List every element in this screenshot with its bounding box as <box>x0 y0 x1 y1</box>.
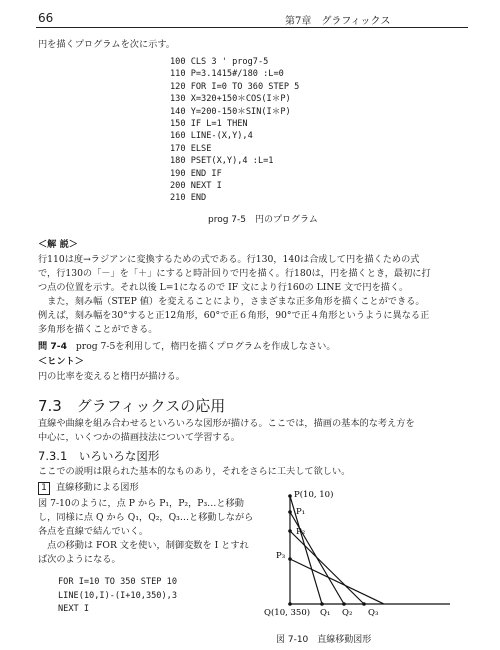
paragraph-line: ば次のようになる。 <box>38 554 121 565</box>
paragraph-line: 図 7-10のように，点 P から P₁，P₂，P₃…と移動 <box>38 498 244 509</box>
subsection-number: 7.3.1 <box>38 449 68 463</box>
label-p: P(10, 10) <box>294 490 334 500</box>
point-q2 <box>342 602 346 606</box>
label-q: Q(10, 350) <box>264 608 311 618</box>
line-p3-q4 <box>290 559 384 604</box>
chapter-header: 第7章 グラフィックス <box>285 16 391 27</box>
subsection-heading <box>38 448 159 464</box>
label-q3: Q₃ <box>368 608 379 618</box>
code-line: 110 P=3.1415#/180 :L=0 <box>170 69 284 80</box>
hint-heading: ＜ヒント＞ <box>38 356 84 367</box>
line-p2-q3 <box>290 531 364 604</box>
question <box>38 340 336 354</box>
code-line: 140 Y=200-150＊SIN(I＊P) <box>170 106 291 117</box>
label-q1: Q₁ <box>320 608 331 618</box>
label-p3: P₃ <box>276 551 286 561</box>
item-title: 直線移動による図形 <box>56 482 139 493</box>
point-q <box>288 602 292 606</box>
code-line: 160 LINE-(X,Y),4 <box>170 131 253 142</box>
paragraph-line: 中心に，いくつかの描画技法について学習する。 <box>38 432 240 443</box>
paragraph-line: また，刻み幅（STEP 値）を変えることにより，さまざまな正多角形を描くことができる。 <box>38 296 425 307</box>
question-text: prog 7-5を利用して，楕円を描くプログラムを作成しなさい。 <box>75 341 336 352</box>
paragraph-line: で，行130の「－」を「＋」にすると時計回りで円を描く。行180は，円を描くとき，最初に打 <box>38 268 431 279</box>
intro-text: 円を描くプログラムを次に示す。 <box>38 39 175 50</box>
paragraph-line: 行110は度→ラジアンに変換するための式である。行130，140は合成して円を描くための式 <box>38 254 420 265</box>
point-p1 <box>288 510 292 514</box>
paragraph-line: し，同様に点 Q から Q₁，Q₂，Q₃…と移動しながら <box>38 512 254 523</box>
code-line: NEXT I <box>58 604 90 614</box>
section-intro <box>38 417 415 445</box>
header-rule <box>36 27 468 28</box>
code-line: 100 CLS 3 ' prog7-5 <box>170 57 269 67</box>
hint-text: 円の比率を変えると楕円が描ける。 <box>38 371 185 382</box>
line-p-q1 <box>290 496 322 604</box>
explanation-body <box>38 253 431 337</box>
explanation-heading: ＜解 説＞ <box>38 239 78 250</box>
line-movement-figure <box>260 486 470 636</box>
code-line: 200 NEXT I <box>170 181 222 192</box>
page-number: 66 <box>38 11 54 25</box>
point-p2 <box>288 529 292 533</box>
code-line: 170 ELSE <box>170 143 212 154</box>
subsection-title: いろいろな図形 <box>78 449 160 463</box>
label-p1: P₁ <box>296 507 306 517</box>
label-p2: P₂ <box>296 527 306 537</box>
section-heading <box>38 395 225 416</box>
section-number: 7.3 <box>38 397 62 415</box>
item-number-box: 1 <box>38 482 50 495</box>
section-title: グラフィックスの応用 <box>76 397 226 415</box>
question-label: 問 7-4 <box>38 341 67 352</box>
code-line: FOR I=10 TO 350 STEP 10 <box>58 577 177 587</box>
item-heading <box>38 481 139 495</box>
label-q2: Q₂ <box>342 608 353 618</box>
point-q3 <box>362 602 366 606</box>
point-p <box>288 494 292 498</box>
point-p3 <box>288 557 292 561</box>
paragraph-line: つ点の位置を示す。それ以後 L=1になるので IF 文により行160の LINE 文で円を描く。 <box>38 282 409 293</box>
code-line: 190 END IF <box>170 168 222 179</box>
code-line: LINE(10,I)-(I+10,350),3 <box>58 590 177 601</box>
paragraph-line: 直線や曲線を組み合わせるといろいろな図形が描ける。ここでは，描画の基本的な考え方を <box>38 418 415 429</box>
figure-caption: 図 7-10 直線移動図形 <box>276 635 372 645</box>
paragraph-line: 多角形を描くことができる。 <box>38 324 158 335</box>
code-line: 210 END <box>170 193 207 204</box>
item-body <box>38 497 253 567</box>
program-listing-1 <box>170 56 299 205</box>
code-line: 180 PSET(X,Y),4 :L=1 <box>170 156 274 167</box>
code-line: 130 X=320+150＊COS(I＊P) <box>170 94 291 105</box>
program-caption-1: prog 7-5 円のプログラム <box>208 215 318 225</box>
paragraph-line: 各点を直線で結んでいく。 <box>38 526 149 537</box>
paragraph-line: 例えば，刻み幅を30°すると正12角形，60°で正６角形，90°で正４角形というように異なる正 <box>38 310 430 321</box>
paragraph-line: 点の移動は FOR 文を使い，制御変数を I とすれ <box>38 540 249 551</box>
program-listing-2 <box>58 576 177 617</box>
point-q1 <box>320 602 324 606</box>
subsection-intro: ここでの説明は限られた基本的なものあり，それをさらに工夫して欲しい。 <box>38 466 351 477</box>
code-line: 120 FOR I=0 TO 360 STEP 5 <box>170 81 300 92</box>
code-line: 150 IF L=1 THEN <box>170 119 248 130</box>
